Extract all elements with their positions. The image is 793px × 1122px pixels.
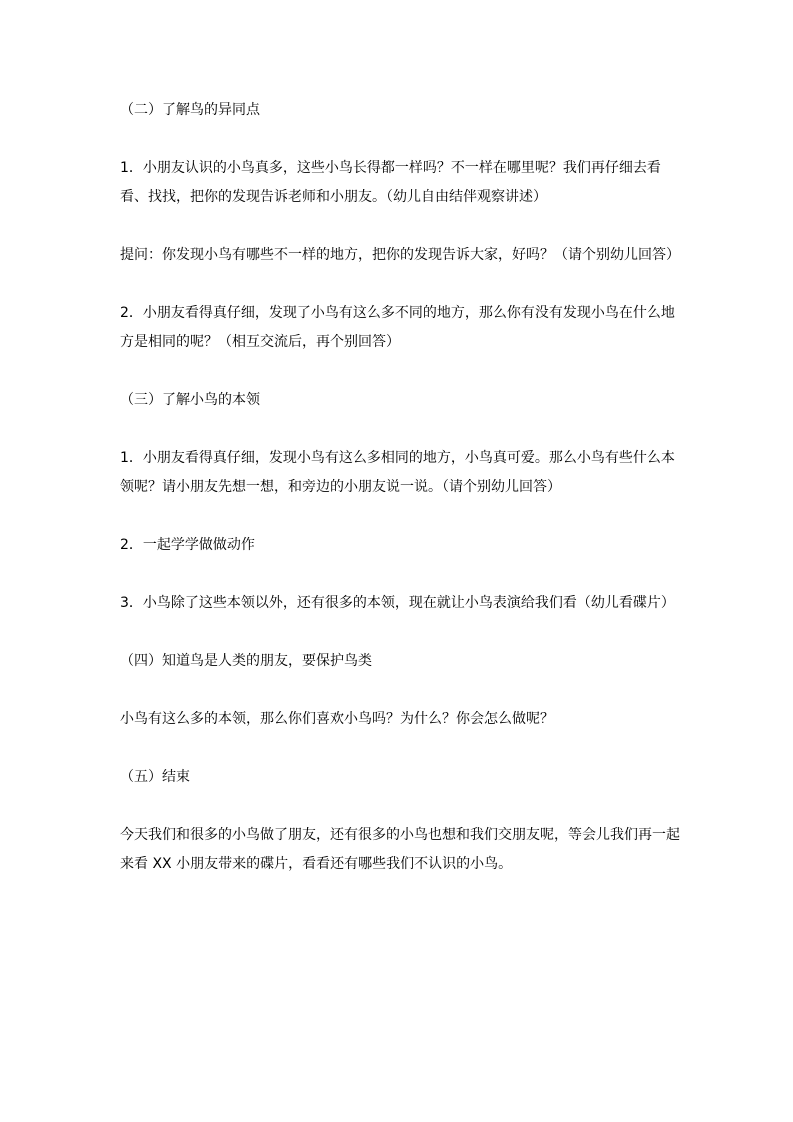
- question-paragraph: 提问：你发现小鸟有哪些不一样的地方，把你的发现告诉大家，好吗？（请个别幼儿回答）: [120, 247, 680, 263]
- paragraph: 今天我们和很多的小鸟做了朋友，还有很多的小鸟也想和我们交朋友呢，等会儿我们再一起来看 XX 小朋友带来的碟片，看看还有哪些我们不认识的小鸟。: [120, 827, 680, 872]
- paragraph-gap: [120, 270, 680, 299]
- paragraph-gap: [120, 212, 680, 241]
- section-heading-2: （二）了解鸟的异同点: [120, 102, 260, 118]
- paragraph: 2．一起学学做做动作: [120, 537, 255, 553]
- section-heading-3: （三）了解小鸟的本领: [120, 392, 260, 408]
- paragraph-gap: [120, 560, 680, 589]
- paragraph: 3．小鸟除了这些本领以外，还有很多的本领，现在就让小鸟表演给我们看（幼儿看碟片）: [120, 595, 675, 611]
- section-heading-5: （五）结束: [120, 769, 190, 785]
- document-body: [120, 96, 680, 879]
- paragraph-gap: [120, 357, 680, 386]
- paragraph-gap: [120, 415, 680, 444]
- paragraph-gap: [120, 792, 680, 821]
- paragraph: 1．小朋友认识的小鸟真多，这些小鸟长得都一样吗？不一样在哪里呢？我们再仔细去看看、找找，把你的发现告诉老师和小朋友。（幼儿自由结伴观察讲述）: [120, 160, 661, 205]
- paragraph-gap: [120, 618, 680, 647]
- paragraph: 1．小朋友看得真仔细，发现小鸟有这么多相同的地方，小鸟真可爱。那么小鸟有些什么本领呢？请小朋友先想一想，和旁边的小朋友说一说。（请个别幼儿回答）: [120, 450, 675, 495]
- paragraph-gap: [120, 125, 680, 154]
- section-heading-4: （四）知道鸟是人类的朋友，要保护鸟类: [120, 653, 372, 669]
- paragraph-gap: [120, 502, 680, 531]
- paragraph: 2．小朋友看得真仔细，发现了小鸟有这么多不同的地方，那么你有没有发现小鸟在什么地方是相同的呢？（相互交流后，再个别回答）: [120, 305, 675, 350]
- paragraph-gap: [120, 734, 680, 763]
- paragraph-gap: [120, 676, 680, 705]
- paragraph: 小鸟有这么多的本领，那么你们喜欢小鸟吗？为什么？你会怎么做呢？: [120, 711, 554, 727]
